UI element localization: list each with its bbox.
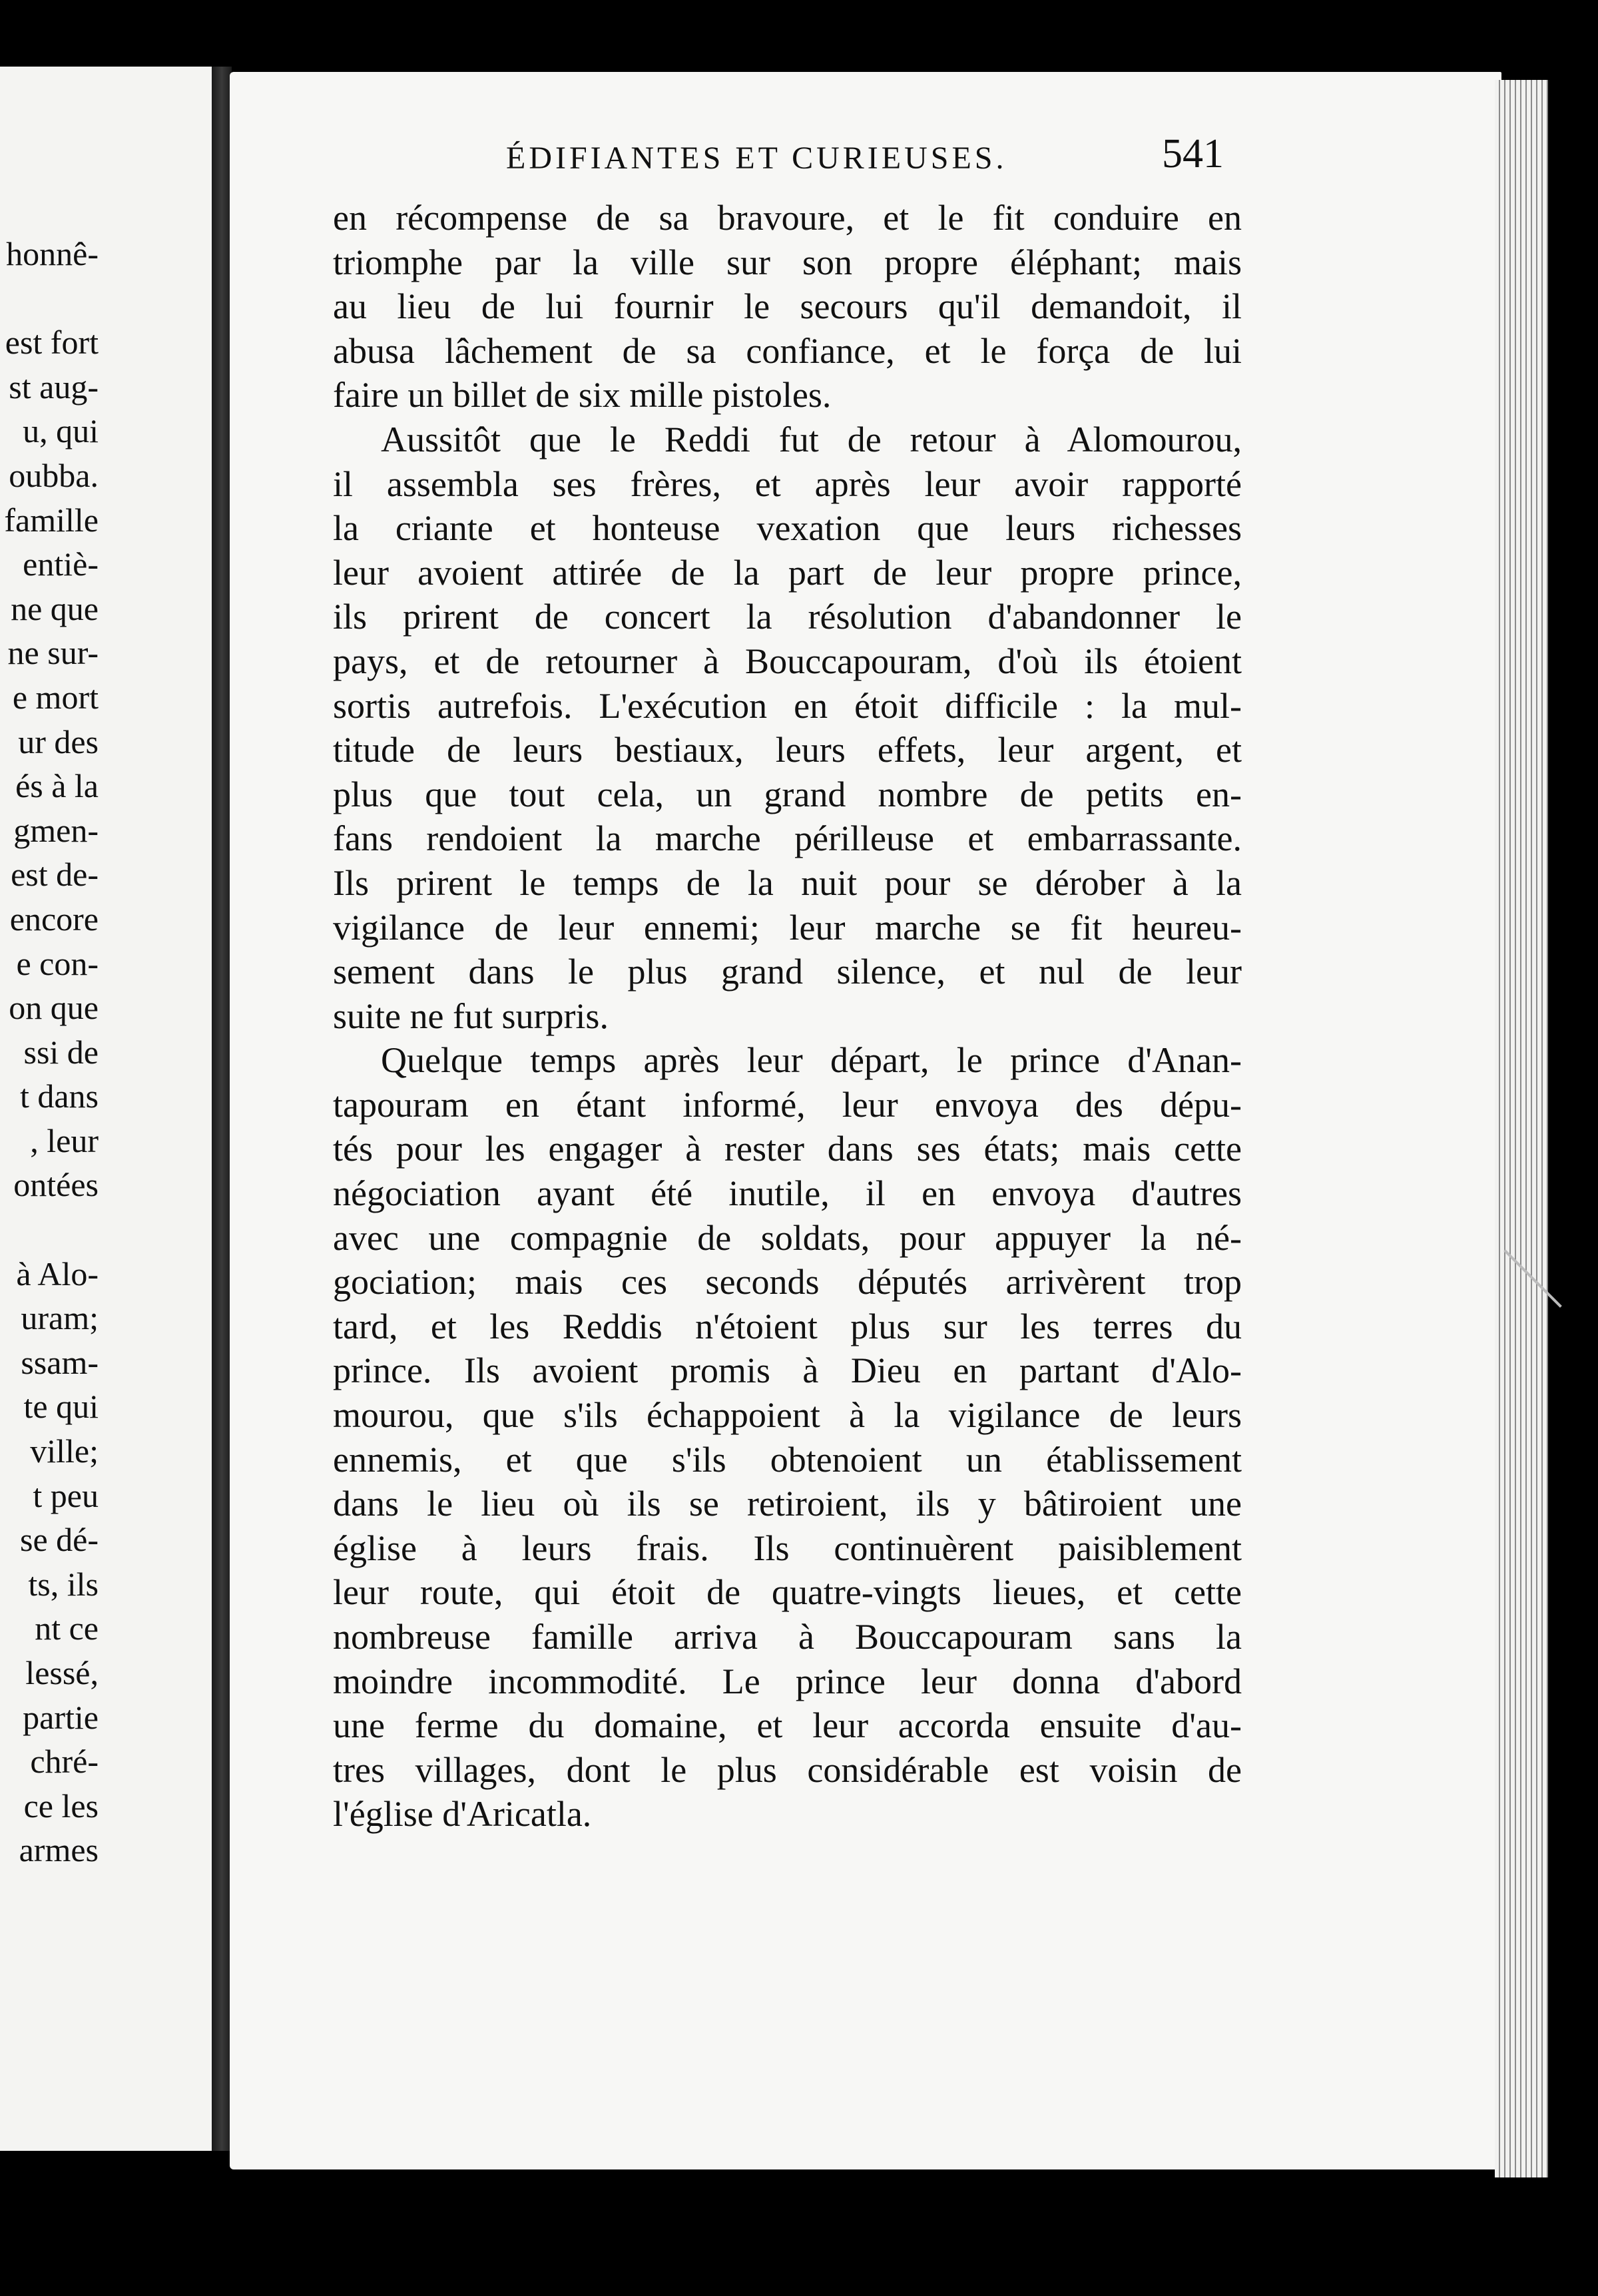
fragment-line: entiè- [23,545,99,583]
fragment-line [0,276,212,321]
fragment-line: est fort [5,324,99,362]
text-line: église à leurs frais. Ils continuèrent paisiblement [333,1528,1242,1568]
text-line: mourou, que s'ils échappoient à la vigilance de leurs [333,1395,1242,1436]
previous-page-text [0,232,212,1872]
fragment-line: u, qui [23,412,99,450]
text-line: ennemis, et que s'ils obtenoient un établissement [333,1439,1242,1480]
fragment-line: famille [4,501,99,539]
fragment-line: st aug- [9,368,99,406]
fragment-line: , leur [30,1121,99,1159]
text-line: sement dans le plus grand silence, et nul de leur [333,952,1242,992]
fragment-line: lessé, [25,1654,99,1691]
fragment-line [0,1207,212,1252]
text-line: abusa lâchement de sa confiance, et le força de lui [333,330,1242,371]
text-line: tres villages, dont le plus considérable est voisin de [333,1749,1242,1790]
text-line: plus que tout cela, un grand nombre de petits en- [333,774,1242,814]
text-line: tapouram en étant informé, leur envoya des dépu- [333,1084,1242,1125]
page-edges [1495,80,1548,2177]
text-line: pays, et de retourner à Bouccapouram, d'où ils étoient [333,641,1242,681]
fragment-line: oubba. [9,456,99,494]
fragment-line: on que [9,989,99,1027]
text-line: tés pour les engager à rester dans ses états; mais cette [333,1129,1242,1169]
text-line: leur avoient attirée de la part de leur propre prince, [333,552,1242,593]
fragment-line: és à la [15,767,99,805]
fragment-line: armes [19,1831,99,1869]
text-line: négociation ayant été inutile, il en envoya d'autres [333,1173,1242,1214]
text-line: Ils prirent le temps de la nuit pour se dérober à la [333,862,1242,903]
text-line: leur route, qui étoit de quatre-vingts lieues, et cette [333,1572,1242,1613]
fragment-line: chré- [30,1743,99,1781]
fragment-line: e con- [16,944,99,982]
fragment-line: ontées [13,1166,99,1204]
fragment-line: nt ce [35,1609,99,1647]
fragment-line: ssi de [23,1033,99,1071]
fragment-line: ur des [18,722,99,760]
text-line: suite ne fut surpris. [333,996,609,1036]
text-line: ils prirent de concert la résolution d'abandonner le [333,597,1242,637]
text-line: fans rendoient la marche périlleuse et embarrassante. [333,818,1242,859]
page-body-text [333,196,1242,1837]
text-line: titude de leurs bestiaux, leurs effets, leur argent, et [333,730,1242,770]
fragment-line: uram; [21,1299,99,1337]
text-line: dans le lieu où ils se retiroient, ils y bâtiroient une [333,1484,1242,1524]
text-line: sortis autrefois. L'exécution en étoit difficile : la mul- [333,685,1242,726]
fragment-line: encore [9,900,99,938]
fragment-line: se dé- [20,1521,99,1559]
fragment-line: ville; [30,1432,99,1470]
text-line: avec une compagnie de soldats, pour appuyer la né- [333,1217,1242,1258]
paragraph-start-line: Aussitôt que le Reddi fut de retour à Alomourou, [381,419,1242,459]
fragment-line: partie [23,1698,99,1736]
fragment-line: est de- [11,856,99,894]
text-line: prince. Ils avoient promis à Dieu en partant d'Alo- [333,1350,1242,1391]
fragment-line: ne que [11,589,99,627]
text-line: il assembla ses frères, et après leur avoir rapporté [333,463,1242,504]
text-line: une ferme du domaine, et leur accorda ensuite d'au- [333,1705,1242,1746]
text-line: l'église d'Aricatla. [333,1794,592,1835]
text-line: moindre incommodité. Le prince leur donna d'abord [333,1661,1242,1701]
text-line: gociation; mais ces seconds députés arrivèrent trop [333,1262,1242,1302]
fragment-line: t peu [33,1476,99,1514]
fragment-line: ssam- [21,1343,99,1381]
fragment-line: t dans [19,1077,99,1115]
fragment-line: ne sur- [7,634,99,672]
previous-page-fragment [0,67,214,2151]
fragment-line: ts, ils [28,1565,99,1603]
fragment-line: à Alo- [16,1255,99,1292]
text-line: au lieu de lui fournir le secours qu'il demandoit, il [333,286,1242,327]
fragment-line: gmen- [13,811,99,849]
fragment-line: e mort [12,678,99,716]
text-line: faire un billet de six mille pistoles. [333,375,832,416]
text-line: tard, et les Reddis n'étoient plus sur les terres du [333,1306,1242,1346]
text-line: vigilance de leur ennemi; leur marche se fit heureu- [333,907,1242,948]
running-head: ÉDIFIANTES ET CURIEUSES. [506,141,1007,176]
text-line: en récompense de sa bravoure, et le fit conduire en [333,198,1242,238]
book-gutter [212,67,232,2151]
page-number: 541 [1162,131,1224,176]
text-line: la criante et honteuse vexation que leurs richesses [333,508,1242,549]
paragraph-start-line: Quelque temps après leur départ, le prince d'Anan- [381,1040,1242,1081]
fragment-line: ce les [23,1787,99,1825]
fragment-line: te qui [23,1388,99,1426]
text-line: triomphe par la ville sur son propre éléphant; mais [333,242,1242,282]
text-line: nombreuse famille arriva à Bouccapouram sans la [333,1617,1242,1657]
fragment-line: honnê- [6,235,99,272]
